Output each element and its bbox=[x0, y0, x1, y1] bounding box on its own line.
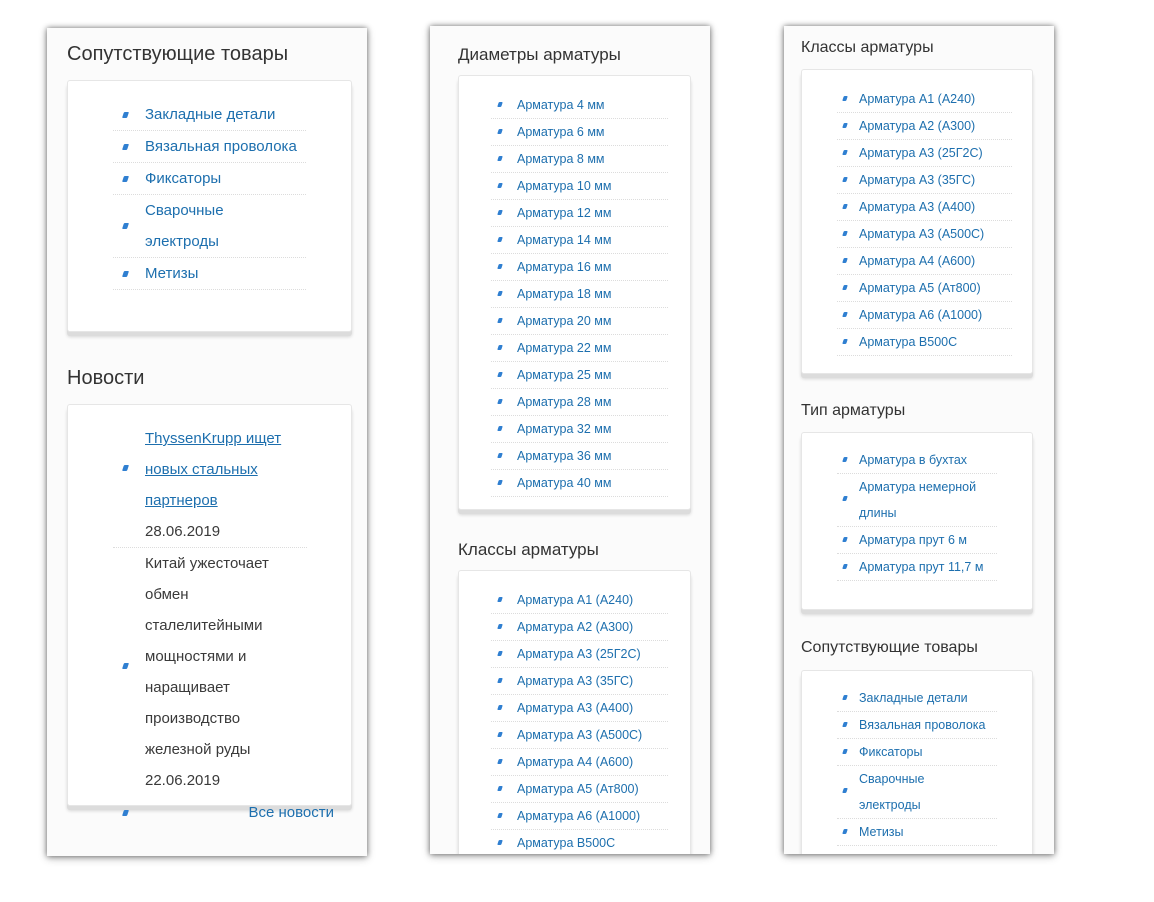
news-link[interactable]: ThyssenKrupp ищет новых стальных партнеров bbox=[145, 430, 282, 509]
related-link-welding-electrodes[interactable]: Сварочные электроды bbox=[145, 202, 224, 250]
bullet-icon bbox=[842, 150, 848, 155]
related-goods-box bbox=[801, 670, 1033, 854]
bullet-icon bbox=[842, 788, 848, 793]
bullet-icon bbox=[122, 223, 129, 229]
list-item bbox=[491, 119, 668, 146]
diameters-title: Диаметры арматуры bbox=[458, 45, 621, 64]
list-item bbox=[837, 167, 1012, 194]
list-item bbox=[837, 474, 997, 527]
list-item bbox=[491, 92, 668, 119]
related-link[interactable]: Сварочные электроды bbox=[859, 772, 925, 812]
bullet-icon bbox=[497, 102, 503, 107]
diameter-link[interactable]: Арматура 32 мм bbox=[517, 422, 612, 436]
bullet-icon bbox=[122, 271, 129, 277]
type-link[interactable]: Арматура прут 11,7 м bbox=[859, 560, 984, 574]
bullet-icon bbox=[842, 564, 848, 569]
all-news-row bbox=[113, 796, 334, 830]
list-item bbox=[113, 195, 306, 258]
list-item bbox=[491, 722, 668, 749]
bullet-icon bbox=[497, 210, 503, 215]
bullet-icon bbox=[842, 457, 848, 462]
diameter-link[interactable]: Арматура 22 мм bbox=[517, 341, 612, 355]
bullet-icon bbox=[497, 372, 503, 377]
list-item bbox=[491, 254, 668, 281]
sidebar-panel-right bbox=[784, 26, 1054, 854]
news-item bbox=[113, 548, 306, 796]
bullet-icon bbox=[122, 176, 129, 182]
related-goods-list bbox=[837, 685, 997, 846]
bullet-icon bbox=[497, 597, 503, 602]
class-link[interactable]: Арматура А3 (25Г2С) bbox=[859, 146, 983, 160]
list-item bbox=[837, 766, 997, 819]
list-item bbox=[491, 641, 668, 668]
diameter-link[interactable]: Арматура 4 мм bbox=[517, 98, 605, 112]
bullet-icon bbox=[497, 129, 503, 134]
list-item bbox=[837, 275, 1012, 302]
diameter-link[interactable]: Арматура 8 мм bbox=[517, 152, 605, 166]
related-link[interactable]: Закладные детали bbox=[859, 691, 968, 705]
type-link[interactable]: Арматура немерной длины bbox=[859, 480, 977, 520]
diameter-link[interactable]: Арматура 25 мм bbox=[517, 368, 612, 382]
bullet-icon bbox=[497, 426, 503, 431]
list-item bbox=[491, 335, 668, 362]
bullet-icon bbox=[497, 480, 503, 485]
news-date: 22.06.2019 bbox=[145, 772, 221, 789]
list-item bbox=[491, 803, 668, 830]
diameter-link[interactable]: Арматура 40 мм bbox=[517, 476, 612, 490]
classes-list bbox=[837, 86, 1012, 356]
related-link[interactable]: Фиксаторы bbox=[859, 745, 923, 759]
list-item bbox=[491, 470, 668, 497]
diameter-link[interactable]: Арматура 6 мм bbox=[517, 125, 605, 139]
bullet-icon bbox=[842, 258, 848, 263]
list-item bbox=[113, 131, 306, 163]
bullet-icon bbox=[497, 732, 503, 737]
class-link[interactable]: Арматура А6 (А1000) bbox=[859, 308, 983, 322]
list-item bbox=[491, 749, 668, 776]
bullet-icon bbox=[497, 840, 503, 845]
bullet-icon bbox=[842, 177, 848, 182]
list-item bbox=[491, 695, 668, 722]
news-date: 28.06.2019 bbox=[145, 523, 221, 540]
list-item bbox=[491, 830, 668, 854]
list-item bbox=[837, 140, 1012, 167]
class-link[interactable]: Арматура А3 (35ГС) bbox=[859, 173, 976, 187]
classes-box bbox=[801, 69, 1033, 374]
list-item bbox=[837, 554, 997, 581]
class-link[interactable]: Арматура А5 (Ат800) bbox=[859, 281, 981, 295]
list-item bbox=[491, 362, 668, 389]
related-link[interactable]: Вязальная проволока bbox=[859, 718, 986, 732]
news-title: Новости bbox=[67, 367, 145, 389]
bullet-icon bbox=[842, 496, 848, 501]
list-item bbox=[837, 194, 1012, 221]
list-item bbox=[837, 329, 1012, 356]
classes-list bbox=[491, 587, 668, 854]
all-news-link[interactable]: Все новости bbox=[248, 804, 334, 821]
bullet-icon bbox=[842, 96, 848, 101]
related-goods-list bbox=[113, 99, 306, 290]
bullet-icon bbox=[842, 339, 848, 344]
list-item bbox=[837, 248, 1012, 275]
list-item bbox=[491, 308, 668, 335]
related-link-hardware[interactable]: Метизы bbox=[145, 265, 199, 282]
type-link[interactable]: Арматура в бухтах bbox=[859, 453, 968, 467]
diameter-link[interactable]: Арматура 16 мм bbox=[517, 260, 612, 274]
bullet-icon bbox=[842, 231, 848, 236]
bullet-icon bbox=[497, 345, 503, 350]
list-item bbox=[491, 776, 668, 803]
bullet-icon bbox=[122, 663, 129, 669]
list-item bbox=[491, 614, 668, 641]
bullet-icon bbox=[497, 705, 503, 710]
diameter-link[interactable]: Арматура 12 мм bbox=[517, 206, 612, 220]
class-link[interactable]: Арматура А2 (А300) bbox=[517, 620, 634, 634]
diameter-link[interactable]: Арматура 18 мм bbox=[517, 287, 612, 301]
bullet-icon bbox=[842, 204, 848, 209]
list-item bbox=[837, 221, 1012, 248]
list-item bbox=[837, 739, 997, 766]
news-item bbox=[113, 423, 307, 548]
bullet-icon bbox=[497, 813, 503, 818]
class-link[interactable]: Арматура В500С bbox=[859, 335, 958, 349]
bullet-icon bbox=[497, 183, 503, 188]
type-link[interactable]: Арматура прут 6 м bbox=[859, 533, 967, 547]
bullet-icon bbox=[842, 537, 848, 542]
bullet-icon bbox=[842, 749, 848, 754]
class-link[interactable]: Арматура А3 (35ГС) bbox=[517, 674, 634, 688]
class-link[interactable]: Арматура А1 (А240) bbox=[859, 92, 976, 106]
related-link-embedded-parts[interactable]: Закладные детали bbox=[145, 106, 276, 123]
bullet-icon bbox=[122, 810, 129, 816]
sidebar-panel-middle bbox=[430, 26, 710, 854]
bullet-icon bbox=[122, 112, 129, 118]
class-link[interactable]: Арматура А3 (А400) bbox=[517, 701, 634, 715]
related-goods-box bbox=[67, 80, 352, 332]
list-item bbox=[837, 86, 1012, 113]
list-item bbox=[491, 587, 668, 614]
bullet-icon bbox=[842, 722, 848, 727]
diameter-link[interactable]: Арматура 20 мм bbox=[517, 314, 612, 328]
list-item bbox=[491, 668, 668, 695]
list-item bbox=[837, 685, 997, 712]
list-item bbox=[491, 173, 668, 200]
bullet-icon bbox=[842, 312, 848, 317]
diameters-box bbox=[458, 75, 691, 510]
bullet-icon bbox=[497, 759, 503, 764]
list-item bbox=[113, 99, 306, 131]
bullet-icon bbox=[122, 465, 129, 471]
related-goods-title: Сопутствующие товары bbox=[67, 43, 289, 65]
list-item bbox=[491, 146, 668, 173]
bullet-icon bbox=[497, 156, 503, 161]
list-item bbox=[491, 389, 668, 416]
list-item bbox=[491, 227, 668, 254]
bullet-icon bbox=[497, 399, 503, 404]
list-item bbox=[113, 163, 306, 195]
list-item bbox=[491, 281, 668, 308]
bullet-icon bbox=[497, 291, 503, 296]
list-item bbox=[837, 302, 1012, 329]
bullet-icon bbox=[497, 678, 503, 683]
class-link[interactable]: Арматура А3 (25Г2С) bbox=[517, 647, 641, 661]
list-item bbox=[491, 443, 668, 470]
related-link-fixators[interactable]: Фиксаторы bbox=[145, 170, 222, 187]
bullet-icon bbox=[497, 237, 503, 242]
class-link[interactable]: Арматура А4 (А600) bbox=[859, 254, 976, 268]
list-item bbox=[491, 416, 668, 443]
list-item bbox=[837, 819, 997, 846]
class-link[interactable]: Арматура А3 (А400) bbox=[859, 200, 976, 214]
types-title: Тип арматуры bbox=[801, 402, 906, 419]
bullet-icon bbox=[842, 829, 848, 834]
bullet-icon bbox=[842, 285, 848, 290]
bullet-icon bbox=[122, 144, 129, 150]
class-link[interactable]: Арматура А2 (А300) bbox=[859, 119, 976, 133]
sidebar-panel-left bbox=[47, 28, 367, 856]
diameter-link[interactable]: Арматура 28 мм bbox=[517, 395, 612, 409]
related-goods-title: Сопутствующие товары bbox=[801, 639, 978, 656]
list-item bbox=[837, 447, 997, 474]
bullet-icon bbox=[497, 453, 503, 458]
class-link[interactable]: Арматура А1 (А240) bbox=[517, 593, 634, 607]
bullet-icon bbox=[842, 123, 848, 128]
news-list bbox=[113, 423, 334, 830]
bullet-icon bbox=[497, 624, 503, 629]
class-link[interactable]: Арматура А3 (А500С) bbox=[517, 728, 643, 742]
types-list bbox=[837, 447, 997, 581]
list-item bbox=[837, 712, 997, 739]
classes-title: Классы арматуры bbox=[458, 540, 599, 559]
related-link-tie-wire[interactable]: Вязальная проволока bbox=[145, 138, 297, 155]
diameter-link[interactable]: Арматура 10 мм bbox=[517, 179, 612, 193]
diameter-link[interactable]: Арматура 36 мм bbox=[517, 449, 612, 463]
bullet-icon bbox=[497, 264, 503, 269]
news-box bbox=[67, 404, 352, 821]
classes-box bbox=[458, 570, 691, 854]
bullet-icon bbox=[842, 695, 848, 700]
list-item bbox=[113, 258, 306, 290]
diameters-list bbox=[491, 92, 668, 497]
bullet-icon bbox=[497, 786, 503, 791]
list-item bbox=[837, 527, 997, 554]
related-link[interactable]: Метизы bbox=[859, 825, 904, 839]
list-item bbox=[837, 113, 1012, 140]
bullet-icon bbox=[497, 318, 503, 323]
class-link[interactable]: Арматура В500С bbox=[517, 836, 616, 850]
types-box bbox=[801, 432, 1033, 610]
diameter-link[interactable]: Арматура 14 мм bbox=[517, 233, 612, 247]
class-link[interactable]: Арматура А3 (А500С) bbox=[859, 227, 985, 241]
bullet-icon bbox=[497, 651, 503, 656]
list-item bbox=[491, 200, 668, 227]
class-link[interactable]: Арматура А6 (А1000) bbox=[517, 809, 641, 823]
classes-title: Классы арматуры bbox=[801, 39, 934, 56]
news-text: Китай ужесточает обмен сталелитейными мощностями и наращивает производство железной руды bbox=[145, 555, 269, 758]
class-link[interactable]: Арматура А5 (Ат800) bbox=[517, 782, 639, 796]
class-link[interactable]: Арматура А4 (А600) bbox=[517, 755, 634, 769]
